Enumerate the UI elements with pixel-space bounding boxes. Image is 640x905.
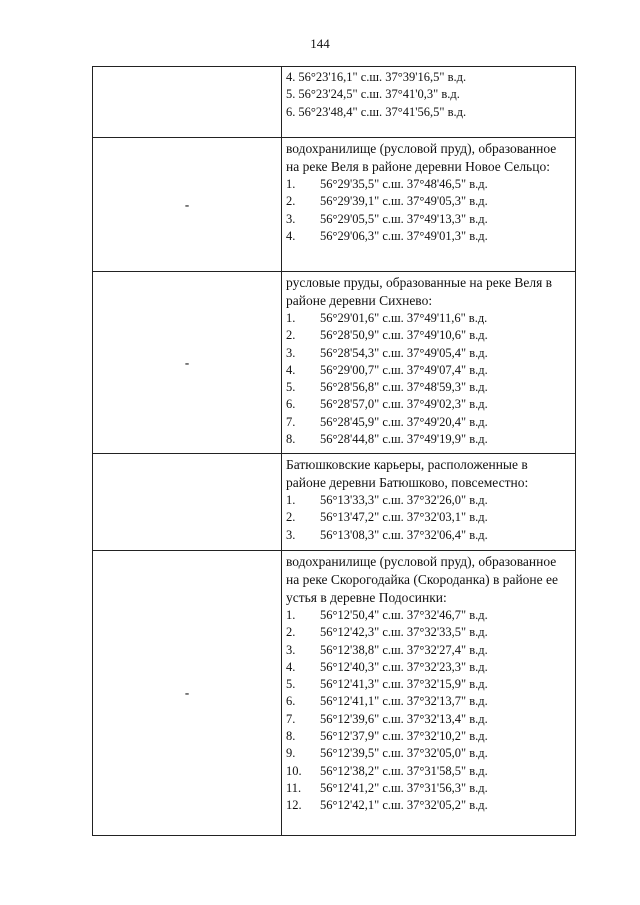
point-number: 4. (286, 228, 296, 243)
coordinate-point (286, 362, 571, 379)
latitude: 56°23'24,5" с.ш. (298, 87, 383, 102)
point-number: 11. (286, 780, 302, 795)
point-number: 4. (286, 362, 296, 377)
row-content-cell (282, 138, 576, 272)
coordinate-point (286, 176, 571, 193)
longitude: 37°39'16,5" в.д. (385, 70, 467, 84)
coordinate-point (286, 763, 571, 780)
latitude: 56°12'38,8" с.ш. (320, 642, 404, 657)
point-number: 12. (286, 798, 302, 813)
water-body-description: водохранилище (русловой пруд), образованное на реке Веля в районе деревни Новое Сельцо: (286, 141, 557, 174)
point-number: 4. (286, 70, 296, 84)
longitude: 37°32'05,0" в.д. (406, 746, 488, 761)
point-number: 7. (286, 711, 296, 726)
point-number: 3. (286, 211, 296, 226)
point-number: 8. (286, 729, 296, 744)
longitude: 37°49'05,3" в.д. (406, 194, 488, 209)
latitude: 56°12'42,1" с.ш. (320, 798, 404, 813)
latitude: 56°12'40,3" с.ш. (320, 659, 404, 674)
water-body-description: водохранилище (русловой пруд), образованное на реке Скорогодайка (Скороданка) в районе ее устья в деревне Подосинки: (286, 554, 558, 605)
coordinate-point (286, 624, 571, 641)
longitude: 37°49'13,3" в.д. (406, 211, 488, 226)
point-number: 3. (286, 345, 296, 360)
coordinate-point (286, 676, 571, 693)
row-content-cell (282, 67, 576, 138)
latitude: 56°12'37,9" с.ш. (320, 729, 404, 744)
coordinate-point (286, 86, 571, 103)
longitude: 37°32'06,4" в.д. (406, 527, 488, 542)
point-number: 6. (286, 397, 296, 412)
coordinate-point (286, 431, 571, 448)
longitude: 37°31'56,3" в.д. (406, 780, 488, 795)
longitude: 37°49'20,4" в.д. (406, 414, 488, 429)
latitude: 56°28'54,3" с.ш. (320, 345, 404, 360)
coordinate-point (286, 327, 571, 344)
latitude: 56°12'39,5" с.ш. (320, 746, 404, 761)
coordinate-point (286, 509, 571, 526)
latitude: 56°12'39,6" с.ш. (320, 711, 404, 726)
latitude: 56°29'39,1" с.ш. (320, 194, 404, 209)
latitude: 56°12'50,4" с.ш. (320, 608, 404, 622)
longitude: 37°49'07,4" в.д. (406, 362, 488, 377)
row-marker-cell (93, 551, 282, 836)
coordinate-point (286, 228, 571, 245)
latitude: 56°12'41,1" с.ш. (320, 694, 404, 709)
longitude: 37°32'33,5" в.д. (406, 625, 488, 640)
latitude: 56°12'42,3" с.ш. (320, 625, 404, 640)
point-number: 10. (286, 763, 302, 778)
longitude: 37°32'10,2" в.д. (406, 729, 488, 744)
latitude: 56°13'33,3" с.ш. (320, 493, 404, 507)
latitude: 56°28'57,0" с.ш. (320, 397, 404, 412)
longitude: 37°49'02,3" в.д. (406, 397, 488, 412)
table-row (93, 551, 576, 836)
longitude: 37°48'59,3" в.д. (406, 380, 488, 395)
table-row (93, 138, 576, 272)
longitude: 37°31'58,5" в.д. (406, 763, 488, 778)
point-number: 6. (286, 694, 296, 709)
table-row (93, 454, 576, 551)
longitude: 37°49'11,6" в.д. (406, 311, 488, 325)
longitude: 37°41'56,5" в.д. (385, 104, 467, 119)
latitude: 56°29'06,3" с.ш. (320, 228, 404, 243)
coordinate-point (286, 642, 571, 659)
longitude: 37°32'13,4" в.д. (406, 711, 488, 726)
longitude: 37°41'0,3" в.д. (385, 87, 460, 102)
point-number: 1. (286, 311, 296, 325)
coordinate-point (286, 607, 571, 624)
longitude: 37°32'05,2" в.д. (406, 798, 488, 813)
longitude: 37°49'01,3" в.д. (406, 228, 488, 243)
latitude: 56°23'16,1" с.ш. (298, 70, 383, 84)
coordinate-point (286, 379, 571, 396)
coordinate-point (286, 69, 571, 86)
latitude: 56°28'56,8" с.ш. (320, 380, 404, 395)
table-row (93, 67, 576, 138)
point-number: 5. (286, 677, 296, 692)
coordinate-point (286, 711, 571, 728)
latitude: 56°12'41,2" с.ш. (320, 780, 404, 795)
coordinate-point (286, 780, 571, 797)
point-number: 9. (286, 746, 296, 761)
longitude: 37°32'03,1" в.д. (406, 510, 488, 525)
latitude: 56°28'50,9" с.ш. (320, 328, 404, 343)
point-number: 2. (286, 625, 296, 640)
longitude: 37°32'13,7" в.д. (406, 694, 488, 709)
row-marker-cell (93, 67, 282, 138)
row-marker-cell (93, 138, 282, 272)
point-number: 2. (286, 328, 296, 343)
coordinate-point (286, 492, 571, 509)
latitude: 56°29'05,5" с.ш. (320, 211, 404, 226)
point-number: 3. (286, 642, 296, 657)
coordinate-point (286, 728, 571, 745)
latitude: 56°28'45,9" с.ш. (320, 414, 404, 429)
coordinate-point (286, 396, 571, 413)
row-marker: - (184, 196, 190, 212)
longitude: 37°32'46,7" в.д. (406, 608, 488, 622)
latitude: 56°13'08,3" с.ш. (320, 527, 404, 542)
water-body-description: Батюшковские карьеры, расположенные в районе деревни Батюшково, повсеместно: (286, 457, 529, 490)
latitude: 56°29'00,7" с.ш. (320, 362, 404, 377)
longitude: 37°49'19,9" в.д. (406, 432, 488, 447)
coordinate-point (286, 693, 571, 710)
coordinate-point (286, 310, 571, 327)
coordinates-table (92, 66, 576, 836)
longitude: 37°49'05,4" в.д. (406, 345, 488, 360)
longitude: 37°49'10,6" в.д. (406, 328, 488, 343)
point-number: 8. (286, 432, 296, 447)
row-marker: - (184, 354, 190, 370)
row-content-cell (282, 272, 576, 454)
point-number: 7. (286, 414, 296, 429)
point-number: 4. (286, 659, 296, 674)
coordinate-point (286, 193, 571, 210)
table-row (93, 272, 576, 454)
point-number: 1. (286, 493, 296, 507)
row-marker-cell (93, 454, 282, 551)
coordinate-point (286, 745, 571, 762)
row-content-cell (282, 454, 576, 551)
longitude: 37°48'46,5" в.д. (406, 177, 488, 191)
point-number: 3. (286, 527, 296, 542)
coordinate-point (286, 527, 571, 544)
coordinate-point (286, 414, 571, 431)
point-number: 5. (286, 87, 296, 102)
coordinate-point (286, 345, 571, 362)
latitude: 56°28'44,8" с.ш. (320, 432, 404, 447)
latitude: 56°29'01,6" с.ш. (320, 311, 404, 325)
latitude: 56°12'41,3" с.ш. (320, 677, 404, 692)
row-content-cell (282, 551, 576, 836)
coordinate-point (286, 659, 571, 676)
longitude: 37°32'23,3" в.д. (406, 659, 488, 674)
water-body-description: русловые пруды, образованные на реке Веля в районе деревни Сихнево: (286, 275, 553, 308)
latitude: 56°23'48,4" с.ш. (298, 104, 383, 119)
latitude: 56°13'47,2" с.ш. (320, 510, 404, 525)
latitude: 56°12'38,2" с.ш. (320, 763, 404, 778)
longitude: 37°32'15,9" в.д. (406, 677, 488, 692)
point-number: 6. (286, 104, 296, 119)
latitude: 56°29'35,5" с.ш. (320, 177, 404, 191)
point-number: 1. (286, 177, 296, 191)
point-number: 5. (286, 380, 296, 395)
coordinate-point (286, 211, 571, 228)
longitude: 37°32'27,4" в.д. (406, 642, 488, 657)
point-number: 2. (286, 510, 296, 525)
point-number: 1. (286, 608, 296, 622)
page-number: 144 (310, 36, 330, 51)
longitude: 37°32'26,0" в.д. (406, 493, 488, 507)
row-marker-cell (93, 272, 282, 454)
coordinate-point (286, 104, 571, 121)
point-number: 2. (286, 194, 296, 209)
row-marker: - (184, 685, 190, 700)
coordinate-point (286, 797, 571, 814)
